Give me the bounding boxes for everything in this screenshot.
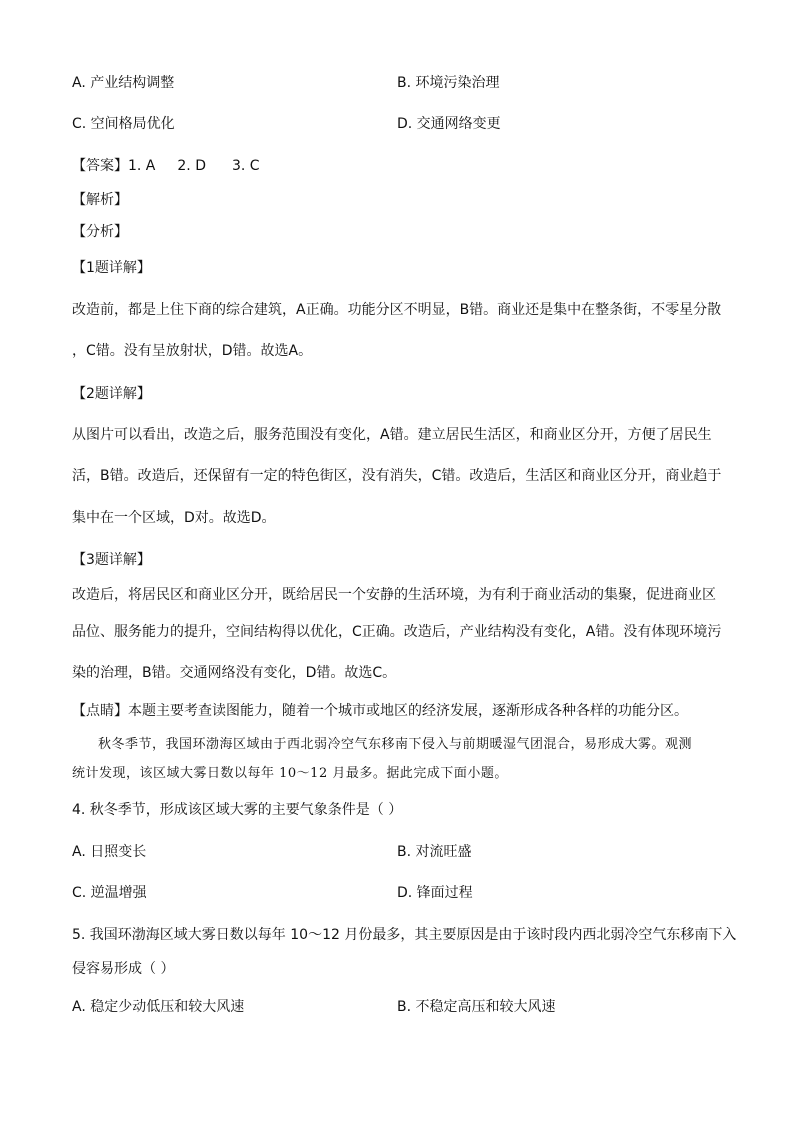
jiexi-heading: 【解析】 <box>72 192 128 208</box>
q3-detail-line-1: 改造后，将居民区和商业区分开，既给居民一个安静的生活环境，为有利于商业活动的集聚，促进商业区 <box>72 587 716 603</box>
q2-detail-line-1: 从图片可以看出，改造之后，服务范围没有变化，A错。建立居民生活区，和商业区分开，方便了居民生 <box>72 427 712 443</box>
q4-option-a: A. 日照变长 <box>72 844 147 860</box>
q3-option-c: C. 空间格局优化 <box>72 116 175 132</box>
fenxi-heading: 【分析】 <box>72 224 128 240</box>
q5-stem-line-2: 侵容易形成（ ） <box>72 961 175 977</box>
q3-detail-heading: 【3题详解】 <box>72 552 151 568</box>
q5-stem-line-1: 5. 我国环渤海区域大雾日数以每年 10～12 月份最多，其主要原因是由于该时段内西北弱冷空气东移南下入 <box>72 927 737 943</box>
q4-stem: 4. 秋冬季节，形成该区域大雾的主要气象条件是（ ） <box>72 802 403 818</box>
q4-option-b: B. 对流旺盛 <box>397 844 472 860</box>
q2-detail-heading: 【2题详解】 <box>72 386 151 402</box>
q5-option-b: B. 不稳定高压和较大风速 <box>397 999 556 1015</box>
answer-label: 【答案】 <box>72 158 128 174</box>
q2-detail-line-2: 活，B错。改造后，还保留有一定的特色街区，没有消失，C错。改造后，生活区和商业区分开，商业趋于 <box>72 468 722 484</box>
material-line-2: 统计发现，该区域大雾日数以每年 10～12 月最多。据此完成下面小题。 <box>72 766 508 781</box>
answer-2: 2. D <box>177 158 206 174</box>
dianjing-note: 【点睛】本题主要考查读图能力，随着一个城市或地区的经济发展，逐渐形成各种各样的功能分区。 <box>72 703 688 719</box>
answer-3: 3. C <box>231 158 260 174</box>
q3-detail-line-3: 染的治理，B错。交通网络没有变化，D错。故选C。 <box>72 665 397 681</box>
q3-option-d: D. 交通网络变更 <box>397 116 501 132</box>
q3-option-b: B. 环境污染治理 <box>397 75 500 91</box>
q3-detail-line-2: 品位、服务能力的提升，空间结构得以优化，C正确。改造后，产业结构没有变化，A错。没有体现环境污 <box>72 624 722 640</box>
answer-1: 1. A <box>128 158 156 174</box>
q1-detail-line-2: ，C错。没有呈放射状，D错。故选A。 <box>72 343 313 359</box>
q1-detail-line-1: 改造前，都是上住下商的综合建筑，A正确。功能分区不明显，B错。商业还是集中在整条街，不零星分散 <box>72 302 722 318</box>
answer-line <box>72 156 260 176</box>
material-line-1: 秋冬季节，我国环渤海区域由于西北弱冷空气东移南下侵入与前期暖湿气团混合，易形成大雾。观测 <box>98 737 693 752</box>
q2-detail-line-3: 集中在一个区域，D对。故选D。 <box>72 510 276 526</box>
q4-option-c: C. 逆温增强 <box>72 885 147 901</box>
q4-option-d: D. 锋面过程 <box>397 885 473 901</box>
q5-option-a: A. 稳定少动低压和较大风速 <box>72 999 245 1015</box>
q1-detail-heading: 【1题详解】 <box>72 260 151 276</box>
q3-option-a: A. 产业结构调整 <box>72 75 175 91</box>
